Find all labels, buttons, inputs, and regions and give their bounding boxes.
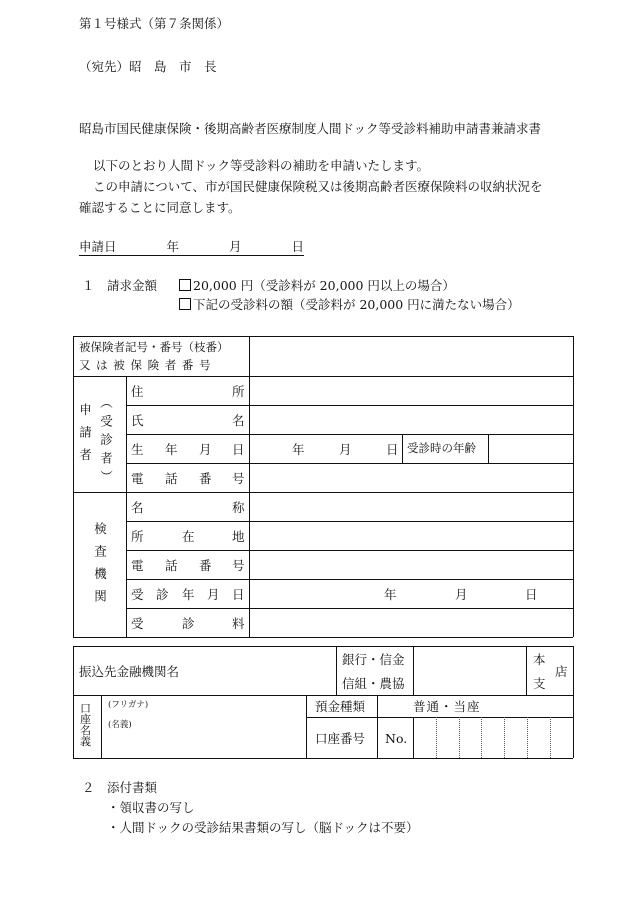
facility-name-label-1: 名 [131,500,144,515]
facility-location-label-1: 所 [131,529,144,544]
intro-paragraph-2b: 確認することに同意します。 [79,200,241,215]
insured-number-label-2: 又 は 被 保 険 者 番 号 [79,358,212,372]
attachment-item-1: ・領収書の写し [107,800,195,815]
insured-number-input[interactable] [250,337,572,375]
claim-label: 請求金額 [107,278,158,293]
branch-type-main[interactable]: 本 [533,652,546,667]
claim-option-1[interactable] [179,278,455,293]
account-holder-label: 口座名義 [80,702,91,748]
insured-number-label: 被保険者記号・番号（枝番） [79,340,229,354]
phone-label-1: 電 [131,471,144,486]
account-number-input[interactable] [414,718,572,757]
bank-name-label: 振込先金融機関名 [79,664,180,679]
account-no-prefix: No. [385,731,408,746]
name-label: 氏 [131,413,144,428]
exam-fee-label-2: 診 [182,616,195,631]
birth-label-3: 月 [199,442,212,457]
claim-number: １ [82,278,95,293]
facility-location-input[interactable] [250,522,572,549]
birth-label-4: 日 [232,442,245,457]
exam-fee-label-3: 料 [232,616,245,631]
bank-type-1[interactable]: 銀行・信金 [342,652,405,667]
address-label: 住 [131,384,144,399]
form-number: 第１号様式（第７条関係） [79,16,230,31]
exam-day[interactable]: 日 [525,587,538,602]
birth-label-2: 年 [165,442,178,457]
age-label: 受診時の年齢 [407,441,476,455]
deposit-type-label: 預金種類 [315,699,366,714]
account-number-label: 口座番号 [315,731,366,746]
exam-date-label-1: 受 [131,587,144,602]
facility-phone-label-3: 番 [199,558,212,573]
birth-label-1: 生 [131,442,144,457]
address-label-end: 所 [232,384,245,399]
attachments-number: ２ [82,780,95,795]
intro-paragraph-2a: この申請について、市が国民健康保険税又は後期高齢者医療保険料の収納状況を [93,179,543,194]
age-input[interactable] [489,435,572,462]
facility-group-label: 検査機関 [92,522,108,612]
applicant-group-label: 申請者 [77,403,93,471]
form-title: 昭島市国民健康保険・後期高齢者医療制度人間ドック等受診料補助申請書兼請求書 [79,121,542,136]
exam-year[interactable]: 年 [384,587,397,602]
checkbox-icon[interactable] [179,298,191,310]
claim-option-1-label: 20,000 円（受診料が 20,000 円以上の場合） [193,278,455,293]
phone-label-4: 号 [232,471,245,486]
attachments-label: 添付書類 [107,780,158,795]
phone-label-2: 話 [165,471,178,486]
intro-paragraph-1: 以下のとおり人間ドック等受診料の補助を申請いたします。 [93,158,430,173]
exam-date-label-3: 年 [182,587,195,602]
addressee: （宛先）昭 島 市 長 [79,59,217,74]
checkbox-icon[interactable] [179,279,191,291]
address-input[interactable] [250,377,572,404]
exam-fee-input[interactable] [250,609,572,636]
exam-date-label-5: 日 [232,587,245,602]
exam-fee-label-1: 受 [131,616,144,631]
furigana-label: (フリガナ) [108,700,149,710]
exam-date-label-4: 月 [207,587,220,602]
facility-location-label-3: 地 [232,529,245,544]
facility-phone-label-4: 号 [232,558,245,573]
name-label-end: 名 [232,413,245,428]
name-input[interactable] [250,406,572,433]
phone-label-3: 番 [199,471,212,486]
deposit-type-value[interactable]: 普通・当座 [413,699,481,714]
branch-name-input[interactable] [414,647,525,694]
facility-phone-label-2: 話 [165,558,178,573]
patient-group-label: （受診者） [98,396,114,489]
facility-name-input[interactable] [250,493,572,520]
phone-input[interactable] [250,464,572,491]
bank-type-2[interactable]: 信組・農協 [342,676,405,691]
bank-name-input[interactable] [200,647,335,694]
holder-name-label: (名義) [108,720,132,730]
application-date[interactable]: 申請日 年 月 日 [79,239,305,254]
holder-name-input[interactable] [102,709,305,757]
branch-type-store[interactable]: 店 [555,664,568,679]
birth-year[interactable]: 年 [292,442,305,457]
birth-day[interactable]: 日 [386,442,399,457]
facility-phone-label-1: 電 [131,558,144,573]
facility-location-label-2: 在 [182,529,195,544]
exam-month[interactable]: 月 [455,587,468,602]
facility-name-label-2: 称 [232,500,245,515]
claim-option-2-label: 下記の受診料の額（受診料が 20,000 円に満たない場合） [193,297,520,312]
claim-option-2[interactable] [179,297,520,312]
facility-phone-input[interactable] [250,551,572,578]
birth-month[interactable]: 月 [339,442,352,457]
exam-date-label-2: 診 [156,587,169,602]
branch-type-sub[interactable]: 支 [533,676,546,691]
attachment-item-2: ・人間ドックの受診結果書類の写し（脳ドックは不要） [107,820,419,835]
